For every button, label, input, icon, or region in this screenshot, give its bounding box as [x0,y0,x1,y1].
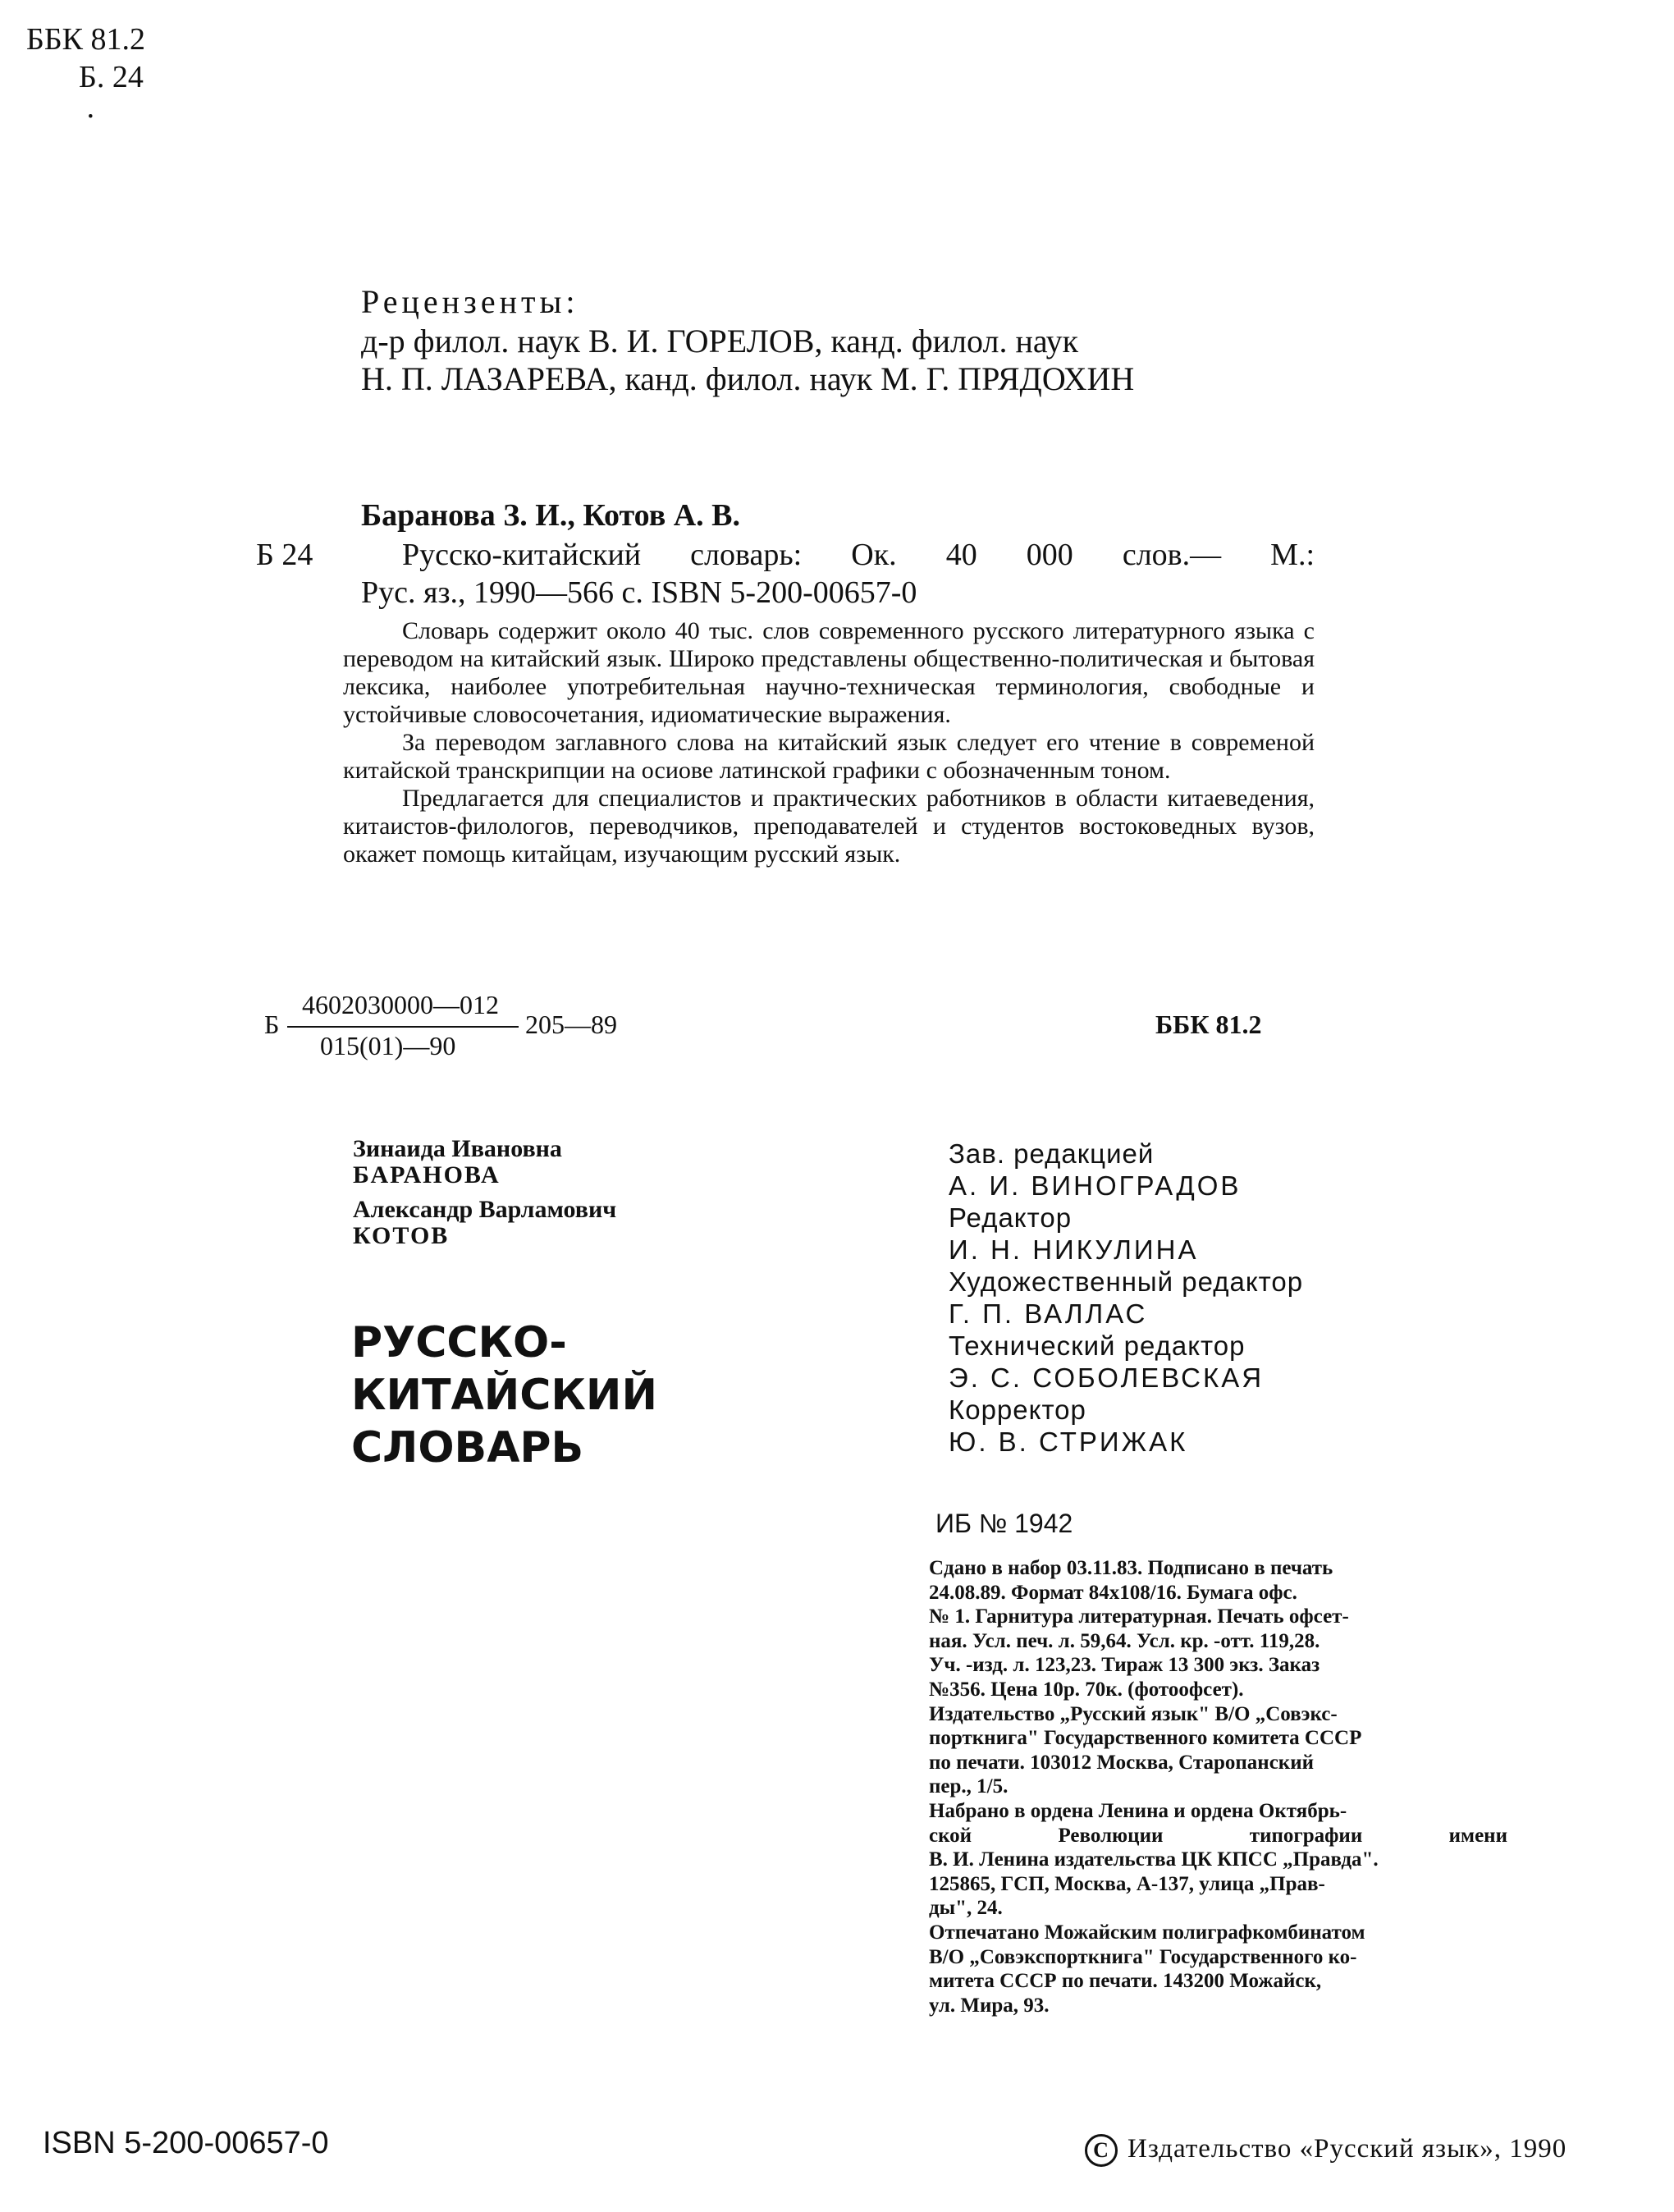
author-2-name: Александр Варламович [353,1196,617,1223]
author-1-name: Зинаида Ивановна [353,1135,562,1162]
staff-role-2: Редактор [949,1202,1073,1233]
imprint-line: Набрано в ордена Ленина и ордена Октябрь- [929,1799,1347,1822]
authors-block [353,1136,616,1249]
imprint-line: № 1. Гарнитура литературная. Печать офсет- [929,1605,1349,1628]
imprint-line: Уч. -изд. л. 123,23. Тираж 13 300 экз. Заказ [929,1654,1320,1677]
imprint-line: пер., 1/5. [929,1775,1009,1798]
bib-line-1: Русско-китайский словарь: Ок. 40 000 слов.— М.: [402,538,1315,572]
imprint-line: ная. Усл. печ. л. 59,64. Усл. кр. -отт. 119,28. [929,1629,1320,1652]
imprint-line: митета СССР по печати. 143200 Можайск, [929,1970,1322,1993]
imprint-line: ды", 24. [929,1897,1003,1920]
reviewers-line-1: д-р филол. наук В. И. ГОРЕЛОВ, канд. филол. наук [361,323,1079,360]
code-denominator: 015(01)—90 [320,1031,456,1060]
copyright-icon: C [1085,2134,1118,2167]
reviewers-line-2: Н. П. ЛАЗАРЕВА, канд. филол. наук М. Г. ПРЯДОХИН [361,360,1135,397]
bib-authors: Баранова З. И., Котов А. В. [361,498,741,533]
bib-shelf-code: Б 24 [256,538,313,572]
code-bbk: ББК 81.2 [1155,1010,1262,1039]
author-2-surname: КОТОВ [353,1222,450,1249]
imprint-line: В/О „Совэкспорткнига" Государственного ко- [929,1945,1357,1968]
imprint-line: Отпечатано Можайским полиграфкомбинатом [929,1921,1365,1944]
staff-role-1: Зав. редакцией [949,1138,1155,1169]
corner-mark: · [85,99,96,134]
book-title-line-1: РУССКО- [351,1318,567,1367]
imprint-line: Издательство „Русский язык" В/О „Совэкс- [929,1702,1338,1725]
bib-line-2: Рус. яз., 1990—566 с. ISBN 5-200-00657-0 [361,575,917,610]
code-fraction-line [287,1026,519,1028]
annotation-paragraph-1: Словарь содержит около 40 тыс. слов современного русского литературного языка с переводом на китайский язык. Широко представлены общественно-политическая и бытовая лексика, наиболее употребительная научно-техническая терминология, свободные и устойчивые словосочетания, идиоматические выражения. [343,617,1315,728]
imprint-line: ул. Мира, 93. [929,1994,1050,2017]
author-1-surname: БАРАНОВА [353,1161,501,1188]
footer-copyright [1085,2134,1567,2167]
imprint-line: по печати. 103012 Москва, Старопанский [929,1751,1315,1774]
staff-name-3: Г. П. ВАЛЛАС [949,1298,1148,1329]
imprint-line: ской Революции типографии имени [929,1824,1507,1847]
imprint-block [929,1556,1507,2017]
staff-name-2: И. Н. НИКУЛИНА [949,1234,1199,1265]
staff-role-5: Корректор [949,1395,1086,1425]
imprint-line: 24.08.89. Формат 84x108/16. Бумага офс. [929,1581,1297,1604]
book-title [351,1317,657,1474]
code-suffix: 205—89 [525,1010,617,1039]
staff-credits [949,1138,1303,1458]
annotation-paragraph-2: За переводом заглавного слова на китайский язык следует его чтение в современой китайской транскрипции на осиове латинской графики с обозначенным тоном. [343,729,1315,784]
ib-number: ИБ № 1942 [935,1509,1073,1538]
imprint-line: порткнига" Государственного комитета СССР [929,1727,1362,1750]
staff-name-1: А. И. ВИНОГРАДОВ [949,1170,1242,1201]
imprint-line: Сдано в набор 03.11.83. Подписано в печать [929,1557,1333,1579]
footer-isbn: ISBN 5-200-00657-0 [43,2126,329,2160]
book-title-line-3: СЛОВАРЬ [351,1423,584,1472]
corner-bbk: ББК 81.2 [26,22,145,57]
reviewers-heading: Рецензенты: [361,283,579,320]
imprint-line: №356. Цена 10р. 70к. (фотоофсет). [929,1678,1244,1701]
imprint-line: В. И. Ленина издательства ЦК КПСС „Правда". [929,1848,1379,1871]
staff-name-4: Э. С. СОБОЛЕВСКАЯ [949,1362,1265,1393]
imprint-line: 125865, ГСП, Москва, А-137, улица „Прав- [929,1872,1325,1895]
footer-copyright-text: Издательство «Русский язык», 1990 [1127,2134,1567,2164]
code-prefix: Б [264,1010,280,1039]
staff-role-4: Технический редактор [949,1330,1246,1361]
annotation-paragraph-3: Предлагается для специалистов и практических работников в области китаеведения, китаистов-филологов, переводчиков, преподавателей и студентов востоковедных вузов, окажет помощь китайцам, изучающим русский язык. [343,785,1315,868]
code-numerator: 4602030000—012 [302,990,499,1019]
book-title-line-2: КИТАЙСКИЙ [351,1371,657,1420]
staff-name-5: Ю. В. СТРИЖАК [949,1427,1188,1457]
annotation [343,617,1315,868]
corner-code: Б. 24 [79,60,144,94]
staff-role-3: Художественный редактор [949,1266,1304,1297]
